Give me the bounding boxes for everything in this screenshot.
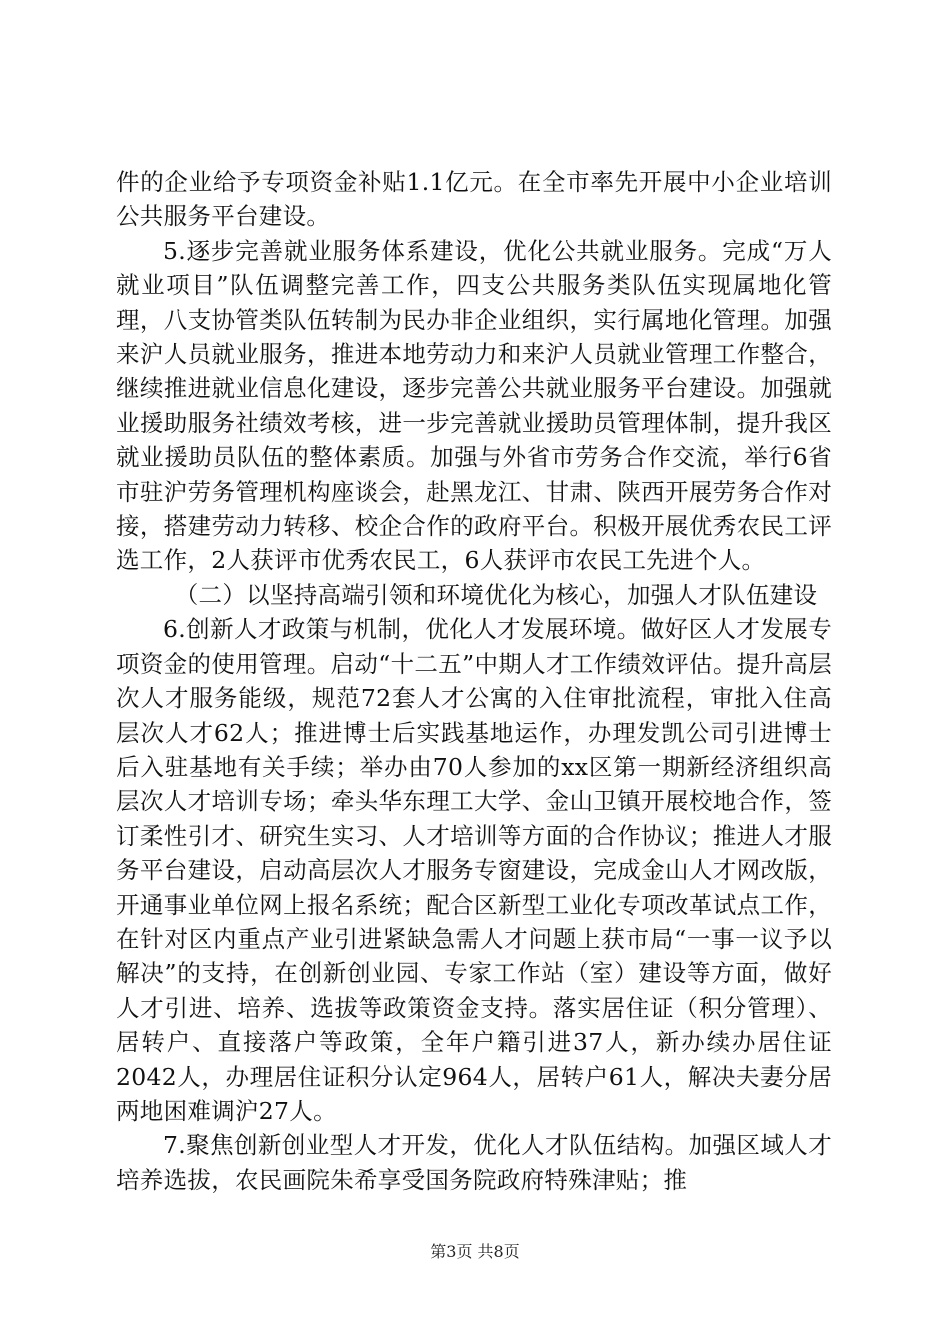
section-heading-2: （二）以坚持高端引领和环境优化为核心，加强人才队伍建设 [174,580,818,609]
page-number-footer: 第3页 共8页 [430,1242,520,1261]
paragraph-item-6: 6.创新人才政策与机制，优化人才发展环境。做好区人才发展专项资金的使用管理。启动“十二五”中期人才工作绩效评估。提升高层次人才服务能级，规范72套人才公寓的入住审批流程，审批入住高层次人才62人；推进博士后实践基地运作，办理发凯公司引进博士后入驻基地有关手续；举办由70人参加的xx区第一期新经济组织高层次人才培训专场；牵头华东理工大学、金山卫镇开展校地合作，签订柔性引才、研究生实习、人才培训等方面的合作协议；推进人才服务平台建设，启动高层次人才服务专窗建设，完成金山人才网改版，开通事业单位网上报名系统；配合区新型工业化专项改革试点工作，在针对区内重点产业引进紧缺急需人才问题上获市局“一事一议予以解决”的支持，在创新创业园、专家工作站（室）建设等方面，做好人才引进、培养、选拔等政策资金支持。落实居住证（积分管理）、居转户、直接落户等政策，全年户籍引进37人，新办续办居住证2042人，办理居住证积分认定964人，居转户61人，解决夫妻分居两地困难调沪27人。 [116,615,832,1125]
paragraph-item-5: 5.逐步完善就业服务体系建设，优化公共就业服务。完成“万人就业项目”队伍调整完善工作，四支公共服务类队伍实现属地化管理，八支协管类队伍转制为民办非企业组织，实行属地化管理。加强来沪人员就业服务，推进本地劳动力和来沪人员就业管理工作整合，继续推进就业信息化建设，逐步完善公共就业服务平台建设。加强就业援助服务社绩效考核，进一步完善就业援助员管理体制，提升我区就业援助员队伍的整体素质。加强与外省市劳务合作交流，举行6省市驻沪劳务管理机构座谈会，赴黑龙江、甘肃、陕西开展劳务合作对接，搭建劳动力转移、校企合作的政府平台。积极开展优秀农民工评选工作，2人获评市优秀农民工，6人获评市农民工先进个人。 [116,236,832,575]
paragraph-continuation: 件的企业给予专项资金补贴1.1亿元。在全市率先开展中小企业培训公共服务平台建设。 [116,168,832,231]
paragraph-item-7: 7.聚焦创新创业型人才开发，优化人才队伍结构。加强区域人才培养选拔，农民画院朱希享受国务院政府特殊津贴；推 [116,1131,832,1194]
document-body [116,165,832,1197]
